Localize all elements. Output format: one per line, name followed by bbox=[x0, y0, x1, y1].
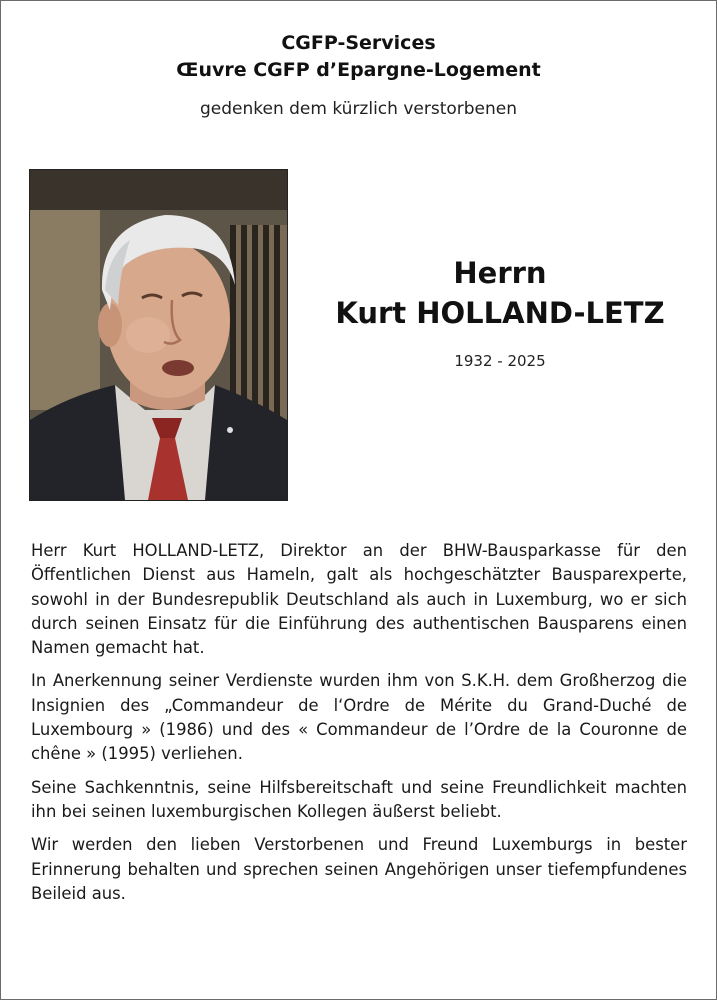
paragraph-honours: In Anerkennung seiner Verdienste wurden ihm von S.K.H. dem Großherzog die Insignien des „Commandeur de l‘Ordre de Mérite du Grand-Duché de Luxembourg » (1986) und des « Commandeur de l’Ordre de la Couronne de chêne » (1995) verliehen. bbox=[31, 671, 687, 764]
deceased-name-block bbox=[300, 253, 700, 371]
intro-text: gedenken dem kürzlich verstorbenen bbox=[199, 99, 518, 119]
org-name-line-2: Œuvre CGFP d’Epargne-Logement bbox=[176, 59, 541, 81]
life-years: 1932 - 2025 bbox=[454, 352, 546, 370]
paragraph-condolences: Wir werden den lieben Verstorbenen und Freund Luxemburgs in bester Erinnerung behalten und sprechen seinen Angehörigen unser tiefempfundenes Beileid aus. bbox=[31, 835, 687, 903]
org-name-line-1: CGFP-Services bbox=[281, 32, 436, 54]
portrait-photo bbox=[29, 169, 288, 501]
notice-body bbox=[31, 539, 687, 915]
notice-header bbox=[0, 30, 717, 120]
paragraph-career: Herr Kurt HOLLAND-LETZ, Direktor an der BHW-Bausparkasse für den Öffentlichen Dienst aus Hameln, galt als hochgeschätzter Bausparexperte, sowohl in der Bundesrepublik Deutschland als auch in Luxemburg, wo er sich durch seinen Einsatz für die Einführung des authentischen Bausparens einen Namen gemacht hat. bbox=[31, 541, 687, 658]
portrait-illustration bbox=[30, 170, 287, 500]
deceased-name: Kurt HOLLAND-LETZ bbox=[335, 296, 665, 330]
salutation: Herrn bbox=[453, 256, 547, 290]
paragraph-character: Seine Sachkenntnis, seine Hilfsbereitschaft und seine Freundlichkeit machten ihn bei seinen luxemburgischen Kollegen äußerst beliebt. bbox=[31, 777, 687, 821]
